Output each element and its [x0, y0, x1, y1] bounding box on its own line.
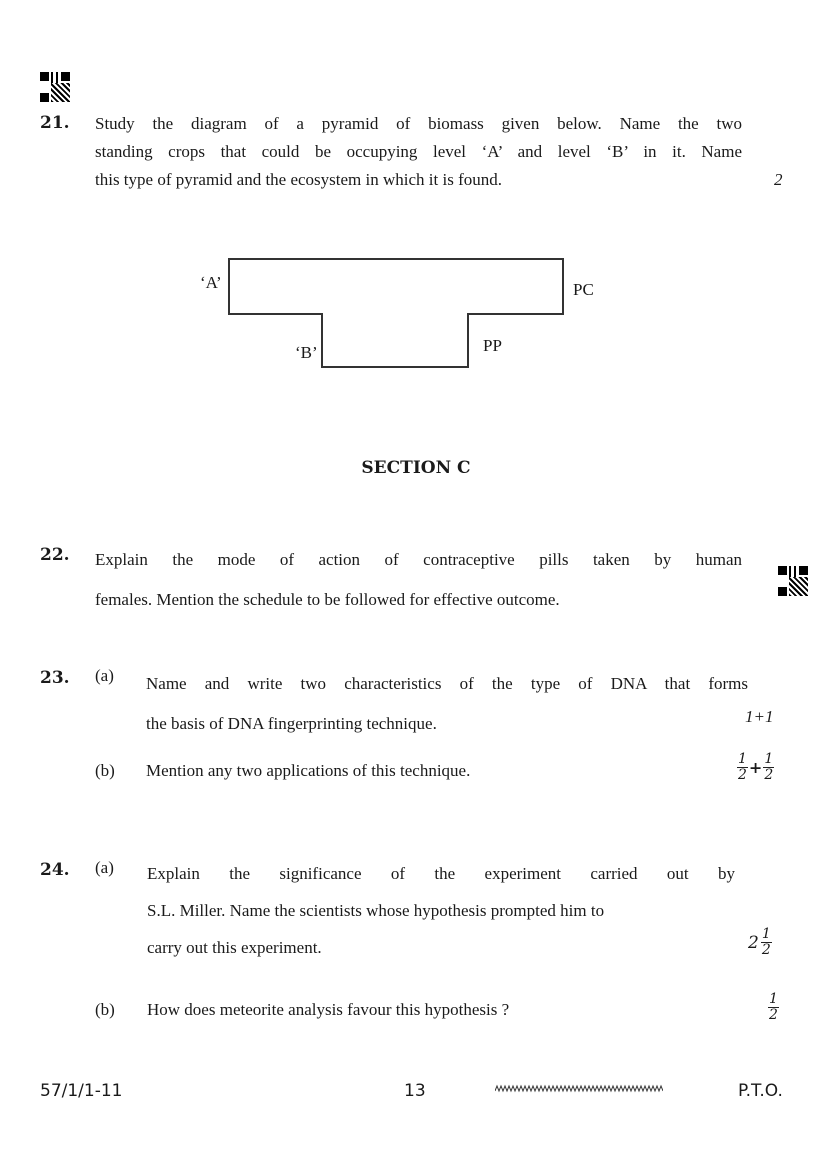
q23a-marks: 1+1 [745, 707, 774, 726]
pyramid-level-a [228, 258, 564, 315]
q24a-marks: 2 $\frac{1}{2}$ [748, 926, 771, 958]
q21-line-2: standing crops that could be occupying level ‘A’ and level ‘B’ in it. Name [95, 142, 742, 161]
q23b-line-1: Mention any two applications of this technique. [146, 761, 471, 780]
q23-part-b-label: (b) [95, 761, 115, 780]
qr-code-icon [40, 72, 70, 102]
q24a-text [147, 855, 735, 966]
q24a-line-1: Explain the significance of the experiment carried out by [147, 864, 735, 883]
q22-line-1: Explain the mode of action of contraceptive pills taken by human [95, 550, 742, 569]
paper-code: 57/1/1-11 [40, 1081, 123, 1101]
fraction: $\frac{1}{2}$ [769, 991, 778, 1023]
fraction: $\frac{1}{2}$ [761, 926, 771, 958]
pyramid-level-b [321, 313, 469, 368]
section-heading: SECTION C [361, 458, 471, 478]
pp-label: PP [483, 336, 502, 355]
pc-label: PC [573, 280, 594, 299]
question-number-23: 23. [40, 668, 70, 688]
q23a-text [146, 664, 748, 744]
question-number-24: 24. [40, 860, 70, 880]
fraction: $\frac{1}{2}$ [764, 751, 774, 783]
q23a-line-2: the basis of DNA fingerprinting technique. [146, 714, 437, 733]
page-number: 13 [404, 1081, 426, 1101]
level-b-label: ‘B’ [295, 343, 318, 362]
q24b-marks [768, 992, 779, 1023]
q24a-line-3: carry out this experiment. [147, 938, 322, 957]
q21-line-1: Study the diagram of a pyramid of biomass given below. Name the two [95, 114, 742, 133]
question-22-text [95, 540, 742, 620]
pto-label: P.T.O. [738, 1081, 783, 1101]
q22-line-2: females. Mention the schedule to be followed for effective outcome. [95, 590, 560, 609]
wavy-line-icon [495, 1084, 663, 1094]
q24-part-a-label: (a) [95, 858, 114, 877]
qr-code-icon [778, 566, 808, 596]
fraction: $\frac{1}{2}$ [738, 751, 747, 783]
question-number-21: 21. [40, 113, 70, 133]
q21-line-3: this type of pyramid and the ecosystem in which it is found. [95, 170, 502, 189]
pyramid-of-biomass-diagram [180, 250, 620, 380]
question-number-22: 22. [40, 545, 70, 565]
q24-part-b-label: (b) [95, 1000, 115, 1019]
q23a-line-1: Name and write two characteristics of the type of DNA that forms [146, 674, 748, 693]
question-21-text [95, 110, 742, 194]
level-a-label: ‘A’ [200, 273, 222, 292]
q21-marks: 2 [774, 170, 783, 189]
q24b-line-1: How does meteorite analysis favour this hypothesis ? [147, 1000, 510, 1019]
q24a-line-2: S.L. Miller. Name the scientists whose hypothesis prompted him to [147, 901, 605, 920]
q23-part-a-label: (a) [95, 666, 114, 685]
q23b-marks: $\frac{1}{2}$ + $\frac{1}{2}$ [738, 751, 774, 783]
